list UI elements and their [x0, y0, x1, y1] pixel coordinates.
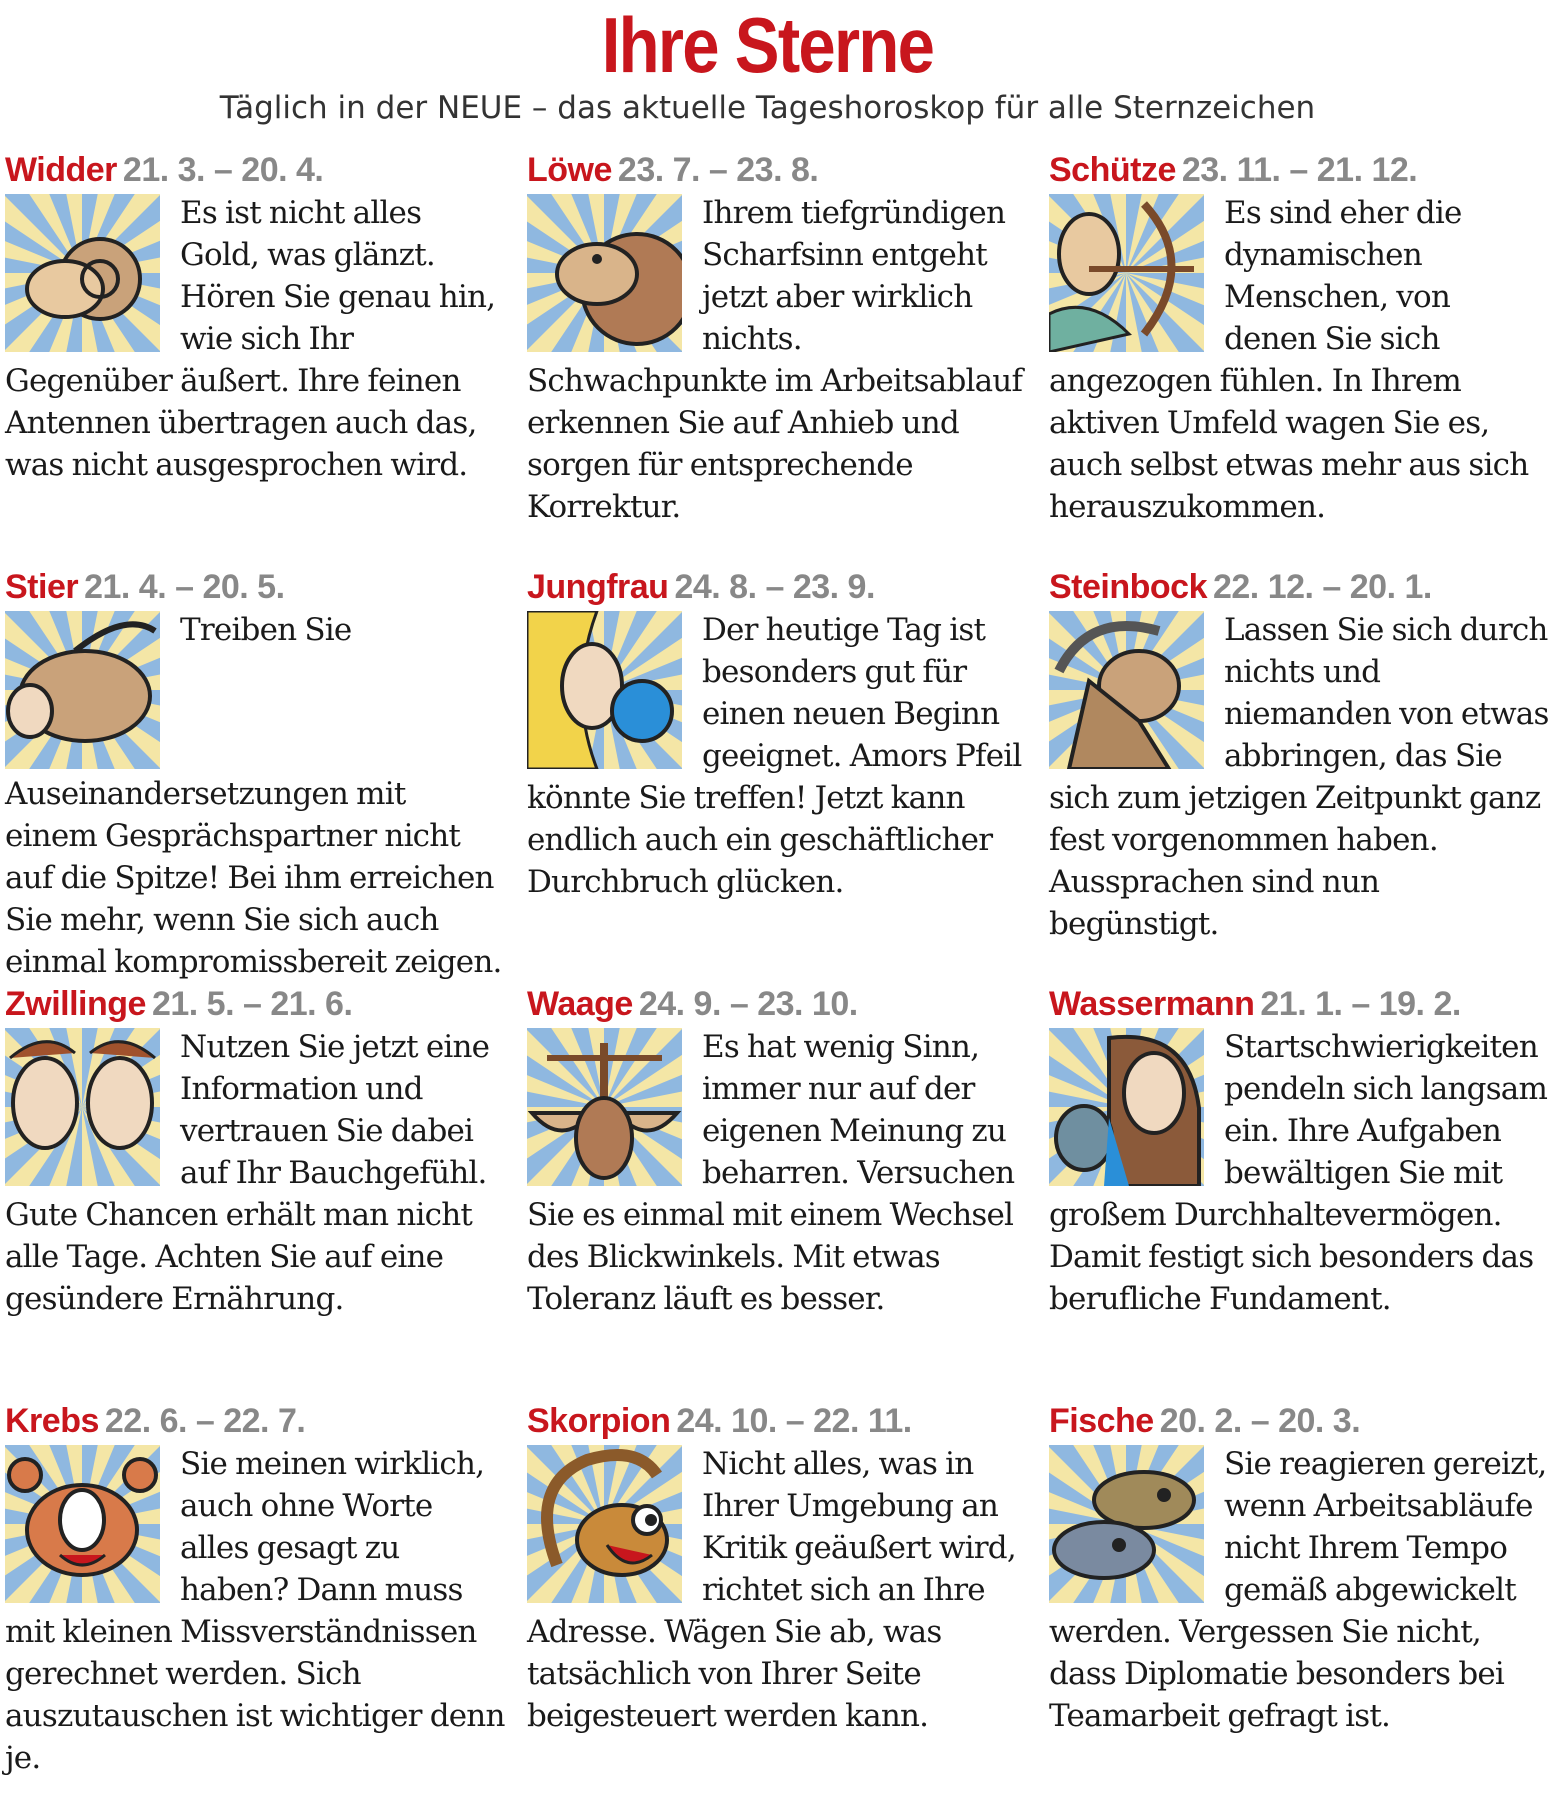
sign-dates: 20. 2. – 20. 3. — [1159, 1402, 1361, 1440]
entry-text: Startschwierigkeiten pendeln sich langsam ein. Ihre Aufgaben bewältigen Sie mit großem Durchhaltevermögen. Damit festigt sich besonders das berufliche Fundament. — [1049, 1029, 1548, 1317]
horoscope-entry-schuetze — [1049, 150, 1549, 560]
entry-text: Es ist nicht alles Gold, was glänzt. Hören Sie genau hin, wie sich Ihr Gegenüber äußert. Ihre feinen Antennen übertragen auch das, was nicht ausgesprochen wird. — [5, 195, 496, 483]
sign-name: Krebs — [5, 1402, 99, 1440]
twins-icon — [5, 1028, 160, 1186]
sign-dates: 21. 3. – 20. 4. — [122, 151, 324, 189]
sign-dates: 21. 5. – 21. 6. — [151, 985, 353, 1023]
sign-dates: 24. 8. – 23. 9. — [674, 568, 875, 606]
crab-icon — [5, 1445, 160, 1603]
horoscope-entry-widder — [5, 150, 505, 560]
sign-dates: 21. 1. – 19. 2. — [1260, 985, 1461, 1023]
entry-text: Treiben Sie Auseinandersetzungen mit einem Gesprächspartner nicht auf die Spitze! Bei ihm erreichen Sie mehr, wenn Sie sich auch einmal kompromissbereit zeigen. — [5, 612, 502, 980]
entry-heading — [527, 567, 1027, 609]
entry-text: Nicht alles, was in Ihrer Umgebung an Kritik geäußert wird, richtet sich an Ihre Adresse. Wägen Sie ab, was tatsächlich von Ihrer Seite beigesteuert werden kann. — [527, 1446, 1016, 1734]
horoscope-entry-stier — [5, 567, 505, 980]
sign-name: Löwe — [527, 151, 612, 189]
entry-heading — [5, 1401, 505, 1443]
sign-name: Widder — [5, 151, 117, 189]
sign-name: Zwillinge — [5, 985, 146, 1023]
horoscope-entry-steinbock — [1049, 567, 1549, 977]
page-title: Ihre Sterne — [601, 1, 934, 89]
horoscope-entry-loewe — [527, 150, 1027, 560]
entry-heading — [527, 1401, 1027, 1443]
lion-icon — [527, 194, 682, 352]
scorpion-icon — [527, 1445, 682, 1603]
sign-name: Steinbock — [1049, 568, 1207, 606]
sign-dates: 22. 12. – 20. 1. — [1212, 568, 1432, 606]
entry-text: Es sind eher die dynamischen Menschen, von denen Sie sich angezogen fühlen. In Ihrem aktiven Umfeld wagen Sie es, auch selbst etwas mehr aus sich herauszukommen. — [1049, 195, 1529, 525]
sign-dates: 23. 7. – 23. 8. — [617, 151, 819, 189]
capricorn-icon — [1049, 611, 1204, 769]
horoscope-entry-jungfrau — [527, 567, 1027, 977]
page-subtitle: Täglich in der NEUE – das aktuelle Tageshoroskop für alle Sternzeichen — [219, 90, 1316, 126]
virgin-icon — [527, 611, 682, 769]
entry-text: Der heutige Tag ist besonders gut für einen neuen Beginn geeignet. Amors Pfeil könnte Sie treffen! Jetzt kann endlich auch ein geschäftlicher Durchbruch glücken. — [527, 612, 1022, 900]
entry-heading — [1049, 567, 1549, 609]
entry-text: Sie meinen wirklich, auch ohne Worte alles gesagt zu haben? Dann muss mit kleinen Missverständnissen gerechnet werden. Sich auszutauschen ist wichtiger denn je. — [5, 1446, 505, 1776]
entry-text: Ihrem tiefgründigen Scharfsinn entgeht jetzt aber wirklich nichts. Schwachpunkte im Arbeitsablauf erkennen Sie auf Anhieb und sorgen für entsprechende Korrektur. — [527, 195, 1023, 525]
sign-dates: 23. 11. – 21. 12. — [1181, 151, 1418, 189]
scales-icon — [527, 1028, 682, 1186]
entry-text: Lassen Sie sich durch nichts und niemanden von etwas abbringen, das Sie sich zum jetzigen Zeitpunkt ganz fest vorgenommen haben. Aussprachen sind nun begünstigt. — [1049, 612, 1549, 942]
bull-icon — [5, 611, 160, 769]
entry-heading — [1049, 150, 1549, 192]
sign-name: Stier — [5, 568, 79, 606]
ram-icon — [5, 194, 160, 352]
sign-name: Wassermann — [1049, 985, 1255, 1023]
horoscope-grid — [0, 150, 1566, 1810]
entry-heading — [1049, 984, 1549, 1026]
fish-icon — [1049, 1445, 1204, 1603]
entry-text: Es hat wenig Sinn, immer nur auf der eigenen Meinung zu beharren. Versuchen Sie es einmal mit einem Wechsel des Blickwinkels. Mit etwas Toleranz läuft es besser. — [527, 1029, 1015, 1317]
archer-icon — [1049, 194, 1204, 352]
entry-heading — [5, 150, 505, 192]
entry-text: Nutzen Sie jetzt eine Information und vertrauen Sie dabei auf Ihr Bauchgefühl. Gute Chancen erhält man nicht alle Tage. Achten Sie auf eine gesündere Ernährung. — [5, 1029, 490, 1317]
sign-dates: 22. 6. – 22. 7. — [104, 1402, 306, 1440]
sign-dates: 24. 9. – 23. 10. — [638, 985, 858, 1023]
horoscope-entry-wassermann — [1049, 984, 1549, 1394]
horoscope-entry-zwillinge — [5, 984, 505, 1394]
horoscope-entry-krebs — [5, 1401, 505, 1811]
sign-dates: 24. 10. – 22. 11. — [676, 1402, 912, 1440]
horoscope-entry-fische — [1049, 1401, 1549, 1811]
entry-heading — [5, 567, 505, 609]
horoscope-entry-skorpion — [527, 1401, 1027, 1811]
entry-text: Sie reagieren gereizt, wenn Arbeitsabläufe nicht Ihrem Tempo gemäß abgewickelt werden. Vergessen Sie nicht, dass Diplomatie besonders bei Teamarbeit gefragt ist. — [1049, 1446, 1547, 1734]
entry-heading — [1049, 1401, 1549, 1443]
horoscope-entry-waage — [527, 984, 1027, 1394]
entry-heading — [527, 150, 1027, 192]
sign-name: Waage — [527, 985, 633, 1023]
sign-name: Jungfrau — [527, 568, 669, 606]
sign-name: Skorpion — [527, 1402, 671, 1440]
sign-name: Fische — [1049, 1402, 1154, 1440]
entry-heading — [527, 984, 1027, 1026]
sign-name: Schütze — [1049, 151, 1176, 189]
water-bearer-icon — [1049, 1028, 1204, 1186]
sign-dates: 21. 4. – 20. 5. — [84, 568, 285, 606]
entry-heading — [5, 984, 505, 1026]
